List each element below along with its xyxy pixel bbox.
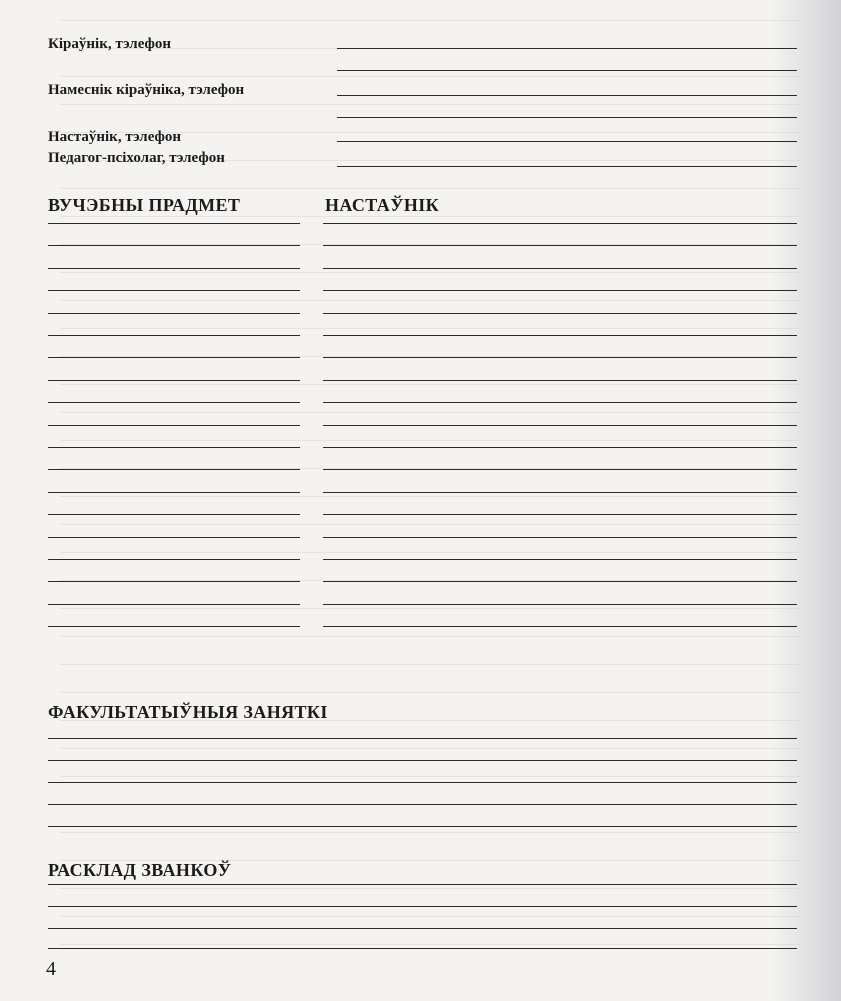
subject-line[interactable] (48, 290, 300, 291)
teacher-line[interactable] (323, 335, 797, 336)
subject-line[interactable] (48, 559, 300, 560)
subject-line[interactable] (48, 514, 300, 515)
subject-line[interactable] (48, 357, 300, 358)
contact-line[interactable] (337, 48, 797, 49)
electives-heading: ФАКУЛЬТАТЫЎНЫЯ ЗАНЯТКІ (48, 702, 328, 722)
teacher-line[interactable] (323, 223, 797, 224)
subject-line[interactable] (48, 581, 300, 582)
teacher-heading: НАСТАЎНІК (325, 195, 440, 215)
page-edge-shadow (771, 0, 841, 1001)
subject-line[interactable] (48, 380, 300, 381)
subject-line[interactable] (48, 268, 300, 269)
teacher-line[interactable] (323, 425, 797, 426)
teacher-line[interactable] (323, 447, 797, 448)
bells-line[interactable] (48, 884, 797, 885)
contact-line[interactable] (337, 70, 797, 71)
subject-line[interactable] (48, 223, 300, 224)
teacher-line[interactable] (323, 581, 797, 582)
subject-line[interactable] (48, 626, 300, 627)
subject-line[interactable] (48, 604, 300, 605)
teacher-line[interactable] (323, 402, 797, 403)
director-label: Кіраўнік, тэлефон (48, 36, 172, 52)
electives-line[interactable] (48, 738, 797, 739)
teacher-line[interactable] (323, 469, 797, 470)
bells-heading: РАСКЛАД ЗВАНКОЎ (48, 860, 232, 880)
electives-line[interactable] (48, 760, 797, 761)
contact-line[interactable] (337, 141, 797, 142)
electives-line[interactable] (48, 804, 797, 805)
teacher-line[interactable] (323, 268, 797, 269)
subject-line[interactable] (48, 447, 300, 448)
subject-line[interactable] (48, 402, 300, 403)
teacher-line[interactable] (323, 357, 797, 358)
contact-line[interactable] (337, 117, 797, 118)
subject-line[interactable] (48, 245, 300, 246)
deputy-label: Намеснік кіраўніка, тэлефон (48, 82, 245, 98)
teacher-line[interactable] (323, 313, 797, 314)
contact-line[interactable] (337, 95, 797, 96)
teacher-line[interactable] (323, 626, 797, 627)
teacher-line[interactable] (323, 604, 797, 605)
teacher-line[interactable] (323, 514, 797, 515)
subject-line[interactable] (48, 313, 300, 314)
teacher-line[interactable] (323, 380, 797, 381)
electives-line[interactable] (48, 782, 797, 783)
bells-line[interactable] (48, 928, 797, 929)
subject-line[interactable] (48, 469, 300, 470)
electives-line[interactable] (48, 826, 797, 827)
subject-line[interactable] (48, 425, 300, 426)
teacher-line[interactable] (323, 559, 797, 560)
teacher-line[interactable] (323, 290, 797, 291)
class-teacher-label: Настаўнік, тэлефон (48, 129, 182, 145)
teacher-line[interactable] (323, 537, 797, 538)
teacher-line[interactable] (323, 492, 797, 493)
subject-line[interactable] (48, 537, 300, 538)
bells-line[interactable] (48, 948, 797, 949)
psychologist-label: Педагог-псіхолаг, тэлефон (48, 150, 225, 166)
subject-line[interactable] (48, 492, 300, 493)
page-number: 4 (46, 958, 56, 980)
bells-line[interactable] (48, 906, 797, 907)
contact-line[interactable] (337, 166, 797, 167)
teacher-line[interactable] (323, 245, 797, 246)
subject-line[interactable] (48, 335, 300, 336)
subject-heading: ВУЧЭБНЫ ПРАДМЕТ (48, 195, 241, 215)
